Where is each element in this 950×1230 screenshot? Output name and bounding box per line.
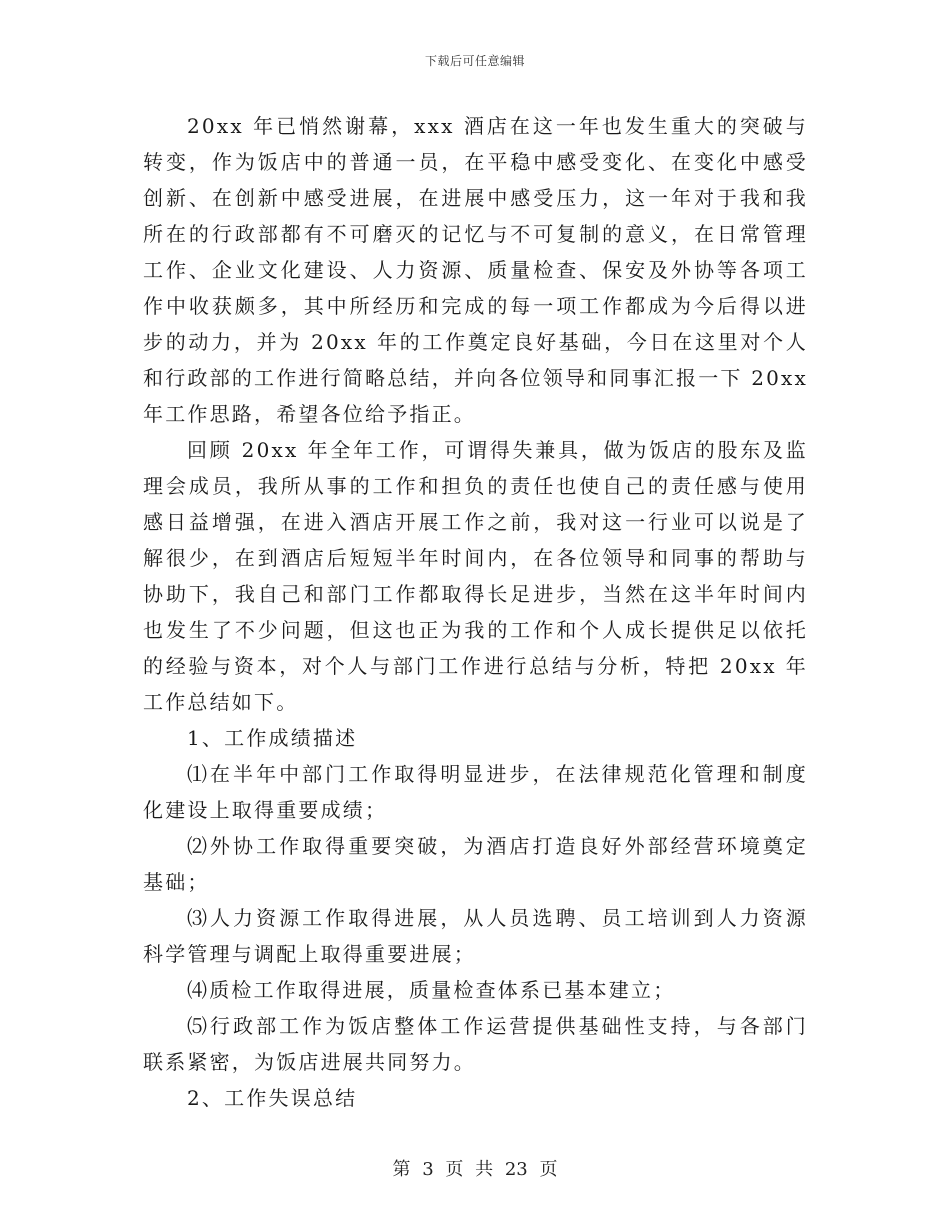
list-item-achievement-2: ⑵外协工作取得重要突破，为酒店打造良好外部经营环境奠定基础； [143,834,808,894]
paragraph-intro: 20xx 年已悄然谢幕，xxx 酒店在这一年也发生重大的突破与转变，作为饭店中的普通一员，在平稳中感受变化、在变化中感受创新、在创新中感受进展，在进展中感受压力，这一年对于我和我所在的行政部都有不可磨灭的记忆与不可复制的意义，在日常管理工作、企业文化建设、人力资源、质量检查、保安及外协等各项工作中收获颇多，其中所经历和完成的每一项工作都成为今后得以进步的动力，并为 20xx 年的工作奠定良好基础，今日在这里对个人和行政部的工作进行简略总结，并向各位领导和同事汇报一下 20xx 年工作思路，希望各位给予指正。 [143,114,808,426]
section-heading-mistakes: 2、工作失误总结 [187,1086,358,1110]
paragraph-review: 回顾 20xx 年全年工作，可谓得失兼具，做为饭店的股东及监理会成员，我所从事的工作和担负的责任也使自己的责任感与使用感日益增强，在进入酒店开展工作之前，我对这一行业可以说是了解很少，在到酒店后短短半年时间内，在各位领导和同事的帮助与协助下，我自己和部门工作都取得长足进步，当然在这半年时间内也发生了不少问题，但这也正为我的工作和个人成长提供足以依托的经验与资本，对个人与部门工作进行总结与分析，特把 20xx 年工作总结如下。 [143,438,808,714]
document-body [143,108,808,1116]
list-item-achievement-4: ⑷质检工作取得进展，质量检查体系已基本建立； [187,978,676,1002]
header-note: 下载后可任意编辑 [424,54,525,68]
list-item-achievement-5: ⑸行政部工作为饭店整体工作运营提供基础性支持，与各部门联系紧密，为饭店进展共同努力。 [143,1014,808,1074]
list-item-achievement-1: ⑴在半年中部门工作取得明显进步，在法律规范化管理和制度化建设上取得重要成绩； [143,762,808,822]
list-item-achievement-3: ⑶人力资源工作取得进展，从人员选聘、员工培训到人力资源科学管理与调配上取得重要进展； [143,906,808,966]
section-heading-achievements: 1、工作成绩描述 [187,726,358,750]
page-number: 第 3 页 共 23 页 [392,1159,558,1180]
